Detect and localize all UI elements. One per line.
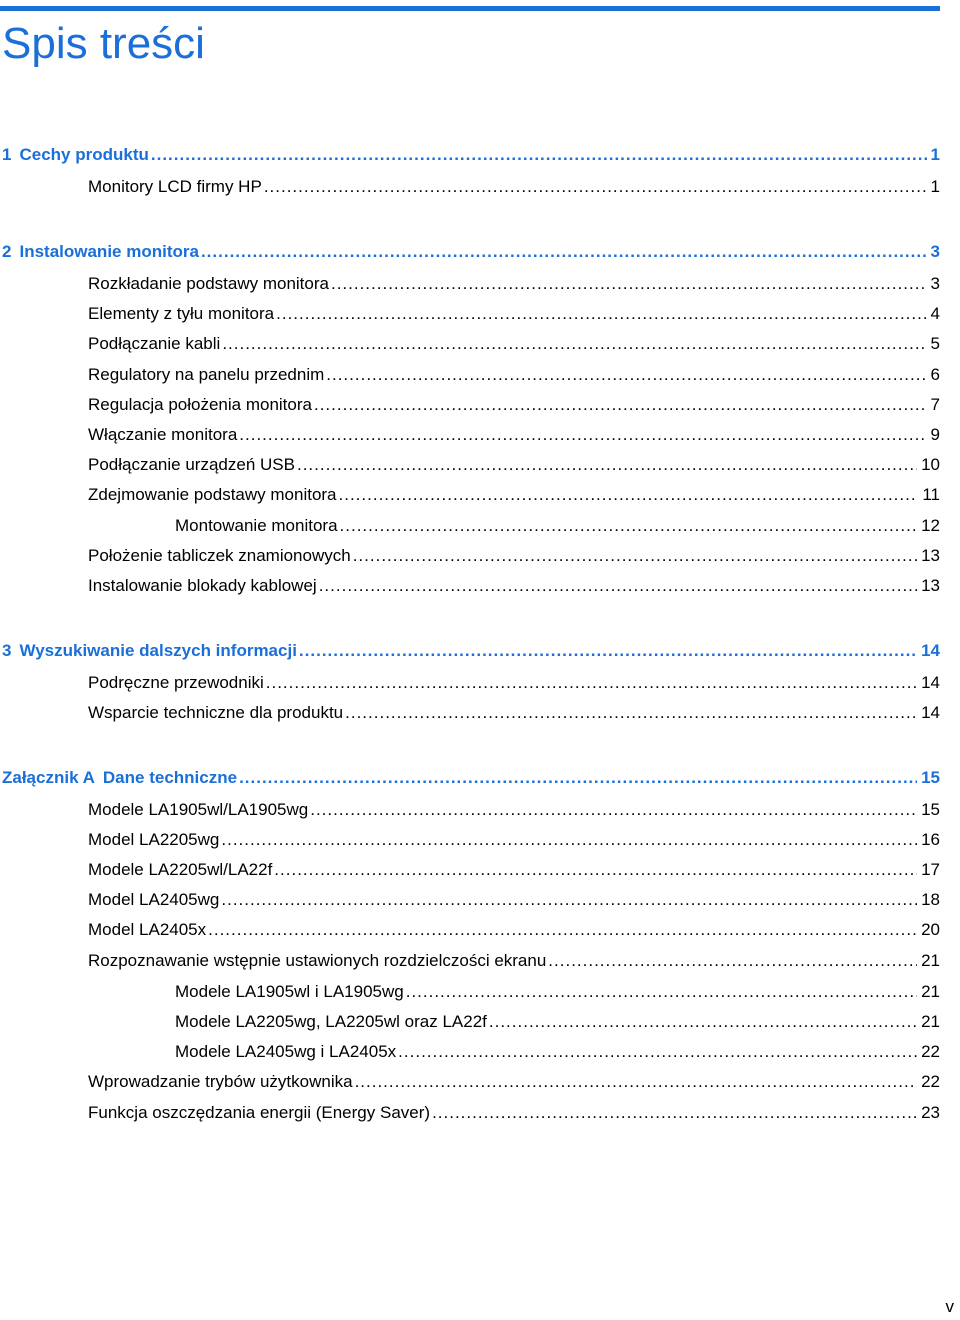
toc-entry-page: 14 [921, 641, 940, 660]
toc-entry-label: Modele LA1905wl/LA1905wg [88, 800, 309, 819]
toc-entry-page: 9 [930, 425, 940, 444]
toc-entry-page: 13 [921, 576, 940, 595]
toc-entry-label: Model LA2405x [88, 920, 207, 939]
toc-dot-leader [326, 363, 926, 387]
toc-entry-page: 15 [921, 800, 940, 819]
toc-entry-label: Modele LA2205wg, LA2205wl oraz LA22f [175, 1012, 487, 1031]
toc-section-entry[interactable] [88, 949, 940, 973]
toc-dot-leader [239, 766, 917, 790]
toc-entry-label: Model LA2205wg [88, 830, 220, 849]
toc-entry-page: 21 [921, 1012, 940, 1031]
toc-section-entry[interactable] [88, 574, 940, 598]
toc-entry-label: Podłączanie urządzeń USB [88, 455, 295, 474]
toc-section-entry[interactable] [175, 514, 940, 538]
toc-dot-leader [340, 514, 918, 538]
toc-entry-page: 10 [921, 455, 940, 474]
toc-chapter-entry[interactable] [2, 143, 940, 167]
toc-entry-number: Załącznik A [2, 768, 95, 787]
toc-entry-page: 12 [921, 516, 940, 535]
toc-section-entry[interactable] [175, 1010, 940, 1034]
toc-entry-number: 1 [2, 145, 12, 164]
toc-dot-leader [151, 143, 927, 167]
toc-section-entry[interactable] [175, 980, 940, 1004]
toc-entry-page: 1 [930, 145, 940, 164]
toc-section-entry[interactable] [88, 272, 940, 296]
toc-dot-leader [319, 574, 917, 598]
toc-entry-page: 17 [921, 860, 940, 879]
toc-entry-page: 7 [930, 395, 940, 414]
toc-entry-label: Dane techniczne [102, 768, 238, 787]
toc-dot-leader [208, 918, 917, 942]
toc-entry-label: Podłączanie kabli [88, 334, 221, 353]
toc-entry-page: 23 [921, 1103, 940, 1122]
toc-entry-label: Podręczne przewodniki [88, 673, 264, 692]
toc-entry-page: 6 [930, 365, 940, 384]
toc-section-entry[interactable] [88, 918, 940, 942]
toc-entry-label: Regulacja położenia monitora [88, 395, 312, 414]
toc-dot-leader [276, 302, 926, 326]
toc-entry-label: Rozpoznawanie wstępnie ustawionych rozdzielczości ekranu [88, 951, 547, 970]
page-title: Spis treści [2, 19, 205, 68]
toc-entry-page: 14 [921, 703, 940, 722]
toc-entry-label: Włączanie monitora [88, 425, 238, 444]
toc-dot-leader [201, 240, 927, 264]
toc-dot-leader [398, 1040, 917, 1064]
toc-dot-leader [221, 888, 917, 912]
toc-entry-label: Wyszukiwanie dalszych informacji [19, 641, 297, 660]
toc-dot-leader [406, 980, 917, 1004]
toc-section-entry[interactable] [88, 363, 940, 387]
toc-section-entry[interactable] [88, 393, 940, 417]
toc-section-entry[interactable] [88, 858, 940, 882]
toc-entry-page: 3 [930, 274, 940, 293]
toc-dot-leader [353, 544, 917, 568]
toc-entry-page: 1 [930, 177, 940, 196]
toc-entry-label: Funkcja oszczędzania energii (Energy Saver) [88, 1103, 431, 1122]
toc-section-entry[interactable] [175, 1040, 940, 1064]
toc-entry-page: 11 [922, 485, 940, 504]
toc-dot-leader [297, 453, 917, 477]
toc-dot-leader [222, 332, 926, 356]
toc-dot-leader [264, 175, 927, 199]
toc-section-entry[interactable] [88, 1101, 940, 1125]
toc-dot-leader [339, 483, 919, 507]
toc-section-entry[interactable] [88, 332, 940, 356]
toc-dot-leader [299, 639, 917, 663]
toc-entry-label: Położenie tabliczek znamionowych [88, 546, 351, 565]
toc-section-entry[interactable] [88, 671, 940, 695]
toc-entry-label: Cechy produktu [19, 145, 149, 164]
toc-entry-label: Rozkładanie podstawy monitora [88, 274, 329, 293]
toc-section-entry[interactable] [88, 423, 940, 447]
toc-entry-page: 13 [921, 546, 940, 565]
toc-section-entry[interactable] [88, 701, 940, 725]
toc-entry-page: 22 [921, 1072, 940, 1091]
toc-section-entry[interactable] [88, 544, 940, 568]
toc-chapter-entry[interactable] [2, 639, 940, 663]
toc-entry-number: 2 [2, 242, 12, 261]
toc-entry-page: 4 [930, 304, 940, 323]
toc-entry-page: 15 [921, 768, 940, 787]
toc-section-entry[interactable] [88, 828, 940, 852]
toc-dot-leader [274, 858, 917, 882]
toc-entry-page: 21 [921, 982, 940, 1001]
toc-entry-label: Modele LA2405wg i LA2405x [175, 1042, 397, 1061]
toc-entry-page: 22 [921, 1042, 940, 1061]
toc-dot-leader [310, 798, 917, 822]
toc-section-entry[interactable] [88, 483, 940, 507]
toc-dot-leader [432, 1101, 917, 1125]
toc-entry-page: 3 [930, 242, 940, 261]
toc-entry-page: 16 [921, 830, 940, 849]
toc-entry-page: 18 [921, 890, 940, 909]
page-number: v [945, 1297, 954, 1316]
toc-section-entry[interactable] [88, 798, 940, 822]
toc-section-entry[interactable] [88, 453, 940, 477]
toc-dot-leader [489, 1010, 917, 1034]
toc-entry-label: Monitory LCD firmy HP [88, 177, 262, 196]
toc-dot-leader [314, 393, 927, 417]
toc-entry-page: 20 [921, 920, 940, 939]
toc-entry-number: 3 [2, 641, 12, 660]
toc-chapter-entry[interactable] [2, 240, 940, 264]
toc-entry-label: Instalowanie blokady kablowej [88, 576, 317, 595]
toc-dot-leader [345, 701, 917, 725]
toc-dot-leader [239, 423, 926, 447]
toc-entry-label: Wprowadzanie trybów użytkownika [88, 1072, 353, 1091]
toc-entry-label: Regulatory na panelu przednim [88, 365, 325, 384]
toc-chapter-entry[interactable] [2, 766, 940, 790]
toc-entry-label: Modele LA2205wl/LA22f [88, 860, 273, 879]
toc-section-entry[interactable] [88, 1070, 940, 1094]
toc-section-entry[interactable] [88, 302, 940, 326]
toc-section-entry[interactable] [88, 888, 940, 912]
toc-entry-page: 14 [921, 673, 940, 692]
toc-dot-leader [221, 828, 917, 852]
toc-entry-label: Model LA2405wg [88, 890, 220, 909]
toc-entry-label: Instalowanie monitora [19, 242, 199, 261]
toc-section-entry[interactable] [88, 175, 940, 199]
toc-entry-page: 5 [930, 334, 940, 353]
toc-entry-label: Elementy z tyłu monitora [88, 304, 275, 323]
toc-entry-label: Zdejmowanie podstawy monitora [88, 485, 337, 504]
toc-entry-label: Modele LA1905wl i LA1905wg [175, 982, 404, 1001]
toc-entry-label: Montowanie monitora [175, 516, 338, 535]
toc-entry-page: 21 [921, 951, 940, 970]
toc-entry-label: Wsparcie techniczne dla produktu [88, 703, 344, 722]
toc-dot-leader [266, 671, 917, 695]
toc-dot-leader [331, 272, 927, 296]
toc-dot-leader [548, 949, 917, 973]
toc-dot-leader [355, 1070, 918, 1094]
